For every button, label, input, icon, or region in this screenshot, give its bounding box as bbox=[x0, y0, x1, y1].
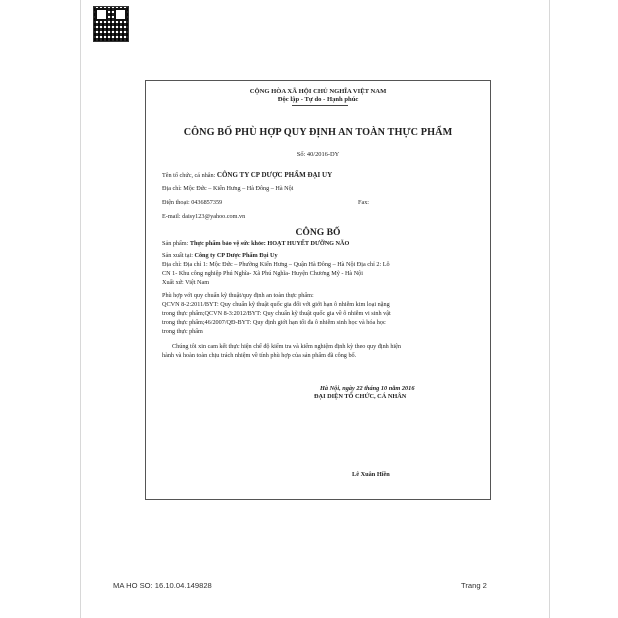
nation-header: CỘNG HÒA XÃ HỘI CHỦ NGHĨA VIỆT NAM bbox=[249, 88, 387, 95]
producer-address-line-2: CN 1- Khu công nghiệp Phú Nghĩa- Xã Phú Nghĩa- Huyện Chương Mỹ - Hà Nội bbox=[162, 270, 363, 277]
regulation-intro: Phù hợp với quy chuẩn kỹ thuật/quy định an toàn thực phẩm: bbox=[162, 292, 314, 299]
qr-code-icon bbox=[93, 6, 129, 42]
motto-divider bbox=[292, 105, 348, 106]
sign-title: ĐẠI DIỆN TỔ CHỨC, CÁ NHÂN bbox=[314, 393, 407, 400]
producer-label: Sản xuất tại: bbox=[162, 252, 193, 259]
motto: Độc lập - Tự do - Hạnh phúc bbox=[277, 96, 359, 103]
regulation-line-1: QCVN 8-2:2011/BYT: Quy chuẩn kỹ thuật quốc gia đối với giới hạn ô nhiễm kim loại nặng bbox=[162, 301, 390, 308]
org-label: Tên tổ chức, cá nhân: bbox=[162, 172, 216, 179]
product-label: Sản phẩm: bbox=[162, 240, 189, 247]
document-number: Số: 40/2016-DY bbox=[296, 151, 340, 158]
commitment-line-2: hành và hoàn toàn chịu trách nhiệm về tính phù hợp của sản phẩm đã công bố. bbox=[162, 352, 357, 359]
document-title: CÔNG BỐ PHÙ HỢP QUY ĐỊNH AN TOÀN THỰC PHẨM bbox=[183, 127, 453, 138]
signer-name: Lê Xuân Hiền bbox=[352, 471, 390, 478]
document-page bbox=[80, 0, 550, 618]
declaration-form bbox=[145, 80, 491, 500]
producer-row bbox=[162, 252, 278, 261]
sign-date: Hà Nội, ngày 22 tháng 10 năm 2016 bbox=[320, 385, 415, 392]
product-name: Thực phẩm bảo vệ sức khỏe: HOẠT HUYẾT DƯỠNG NÃO bbox=[189, 240, 350, 247]
org-row bbox=[162, 171, 332, 181]
product-row bbox=[162, 240, 349, 249]
phone-field: Điện thoại: 0436857359 bbox=[162, 199, 223, 206]
address-field: Địa chỉ: Mộc Đức – Kiến Hưng – Hà Đông – Hà Nội bbox=[162, 185, 294, 192]
commitment-line-1: Chúng tôi xin cam kết thực hiện chế độ kiểm tra và kiểm nghiệm định kỳ theo quy định hiện bbox=[172, 343, 401, 350]
producer-name: Công ty CP Dược Phẩm Đại Uy bbox=[194, 252, 278, 259]
fax-field: Fax: bbox=[358, 199, 370, 206]
producer-address-line-1: Địa chỉ: Địa chỉ 1: Mộc Đức – Phường Kiến Hưng – Quận Hà Đông – Hà Nội Địa chỉ 2: Lô bbox=[162, 261, 390, 268]
file-code: MA HO SO: 16.10.04.149828 bbox=[113, 581, 212, 590]
regulation-line-4: trong thực phẩm bbox=[162, 328, 203, 335]
regulation-line-2: trong thực phẩm;QCVN 8-3:2012/BYT: Quy chuẩn kỹ thuật quốc gia về ô nhiễm vi sinh vật bbox=[162, 310, 391, 317]
email-field: E-mail: daisy123@yahoo.com.vn bbox=[162, 213, 246, 220]
origin-field: Xuất xứ: Việt Nam bbox=[162, 279, 210, 286]
org-name: CÔNG TY CP DƯỢC PHẨM ĐẠI UY bbox=[216, 171, 333, 179]
section-title: CÔNG BỐ bbox=[295, 227, 341, 238]
page-number: Trang 2 bbox=[461, 581, 487, 590]
regulation-line-3: trong thực phẩm;46/2007/QĐ-BYT: Quy định giới hạn tối đa ô nhiễm sinh học và hóa học bbox=[162, 319, 386, 326]
